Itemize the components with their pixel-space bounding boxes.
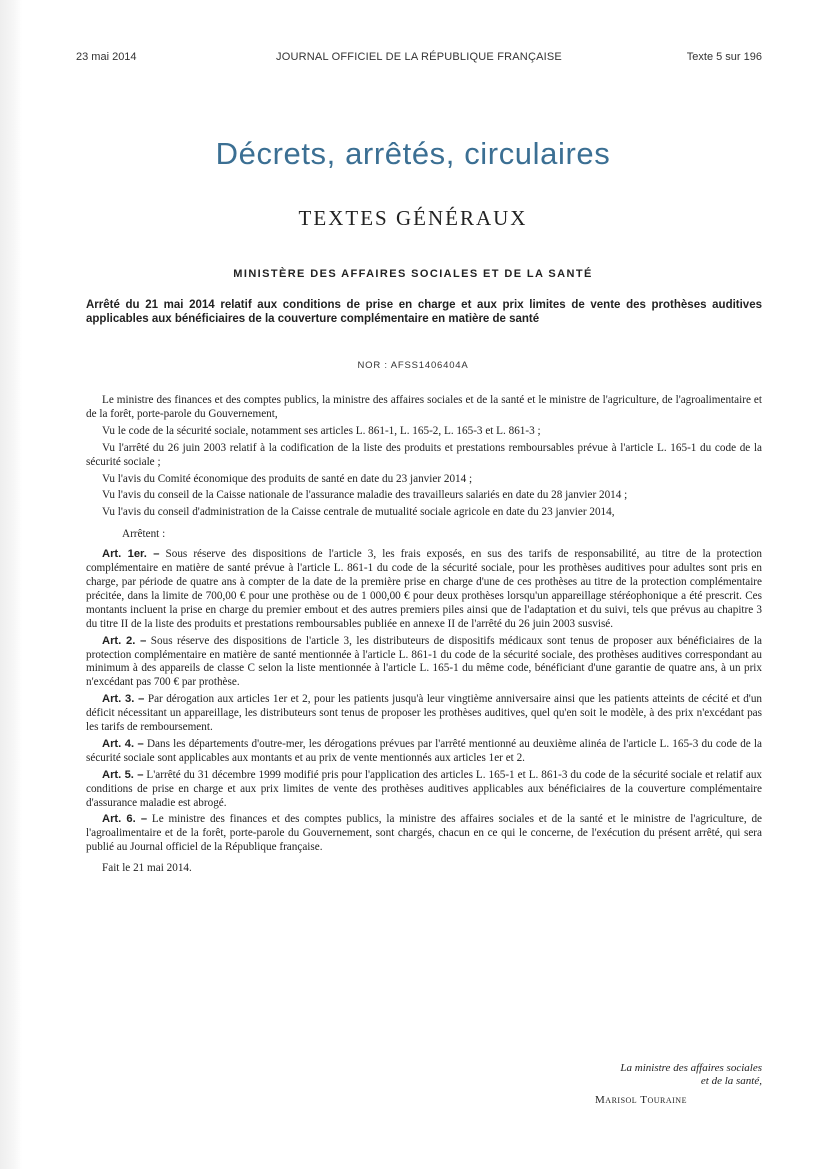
article-label: Art. 4. – (102, 737, 144, 750)
section-title: Décrets, arrêtés, circulaires (215, 136, 611, 171)
publication-date: 23 mai 2014 (76, 51, 137, 63)
ministry-heading: MINISTÈRE DES AFFAIRES SOCIALES ET DE LA SANTÉ (233, 268, 593, 280)
preamble-paragraph: Vu le code de la sécurité sociale, notamment ses articles L. 861-1, L. 165-2, L. 165-3 et L. 861-3 ; (102, 424, 541, 437)
signatory-role-continued: et de la santé, (700, 1075, 762, 1087)
article-2 (86, 635, 762, 691)
article-text: Sous réserve des dispositions de l'article 3, les distributeurs de dispositifs médicaux sont tenus de proposer aux bénéficiaires de la protection complémentaire en matière de santé mentionnée à l'article L. 861-1 du code de la sécurité sociale, des prothèses auditives correspondant au minimum à des appareils de classe C selon la liste mentionnée à l'article L. 165-1 du même code, bénéficiant d'une garantie de quatre ans, à un prix n'excédant pas 700 € par prothèse. (86, 634, 763, 689)
preamble-paragraph: Vu l'avis du conseil de la Caisse nationale de l'assurance maladie des travailleurs salariés en date du 28 janvier 2014 ; (102, 489, 628, 502)
article-text: Le ministre des finances et des comptes publics, la ministre des affaires sociales et de la santé et le ministre de l'agriculture, de l'agroalimentaire et de la forêt, porte-parole du Gouvernement, sont chargés, chacun en ce qui le concerne, de l'exécution du présent arrêté, qui sera publié au Journal officiel de la République française. (86, 813, 763, 854)
decree-title: Arrêté du 21 mai 2014 relatif aux conditions de prise en charge et aux prix limites de vente des prothèses auditives applicables aux bénéficiaires de la couverture complémentaire en matière de santé (86, 299, 762, 325)
signatory-role: La ministre des affaires sociales (620, 1062, 762, 1074)
text-number: Texte 5 sur 196 (686, 51, 762, 63)
page-edge-shadow (0, 0, 22, 1169)
article-label: Art. 2. – (102, 634, 147, 647)
preamble-paragraph: Vu l'avis du conseil d'administration de la Caisse centrale de mutualité sociale agricole en date du 23 janvier 2014, (102, 506, 615, 519)
article-3 (86, 693, 762, 735)
decree-body (86, 394, 762, 879)
preamble-paragraph: Le ministre des finances et des comptes publics, la ministre des affaires sociales et de la santé et le ministre de l'agriculture, de l'agroalimentaire et de la forêt, porte-parole du Gouvernement, (86, 394, 762, 420)
preamble-paragraph: Vu l'arrêté du 26 juin 2003 relatif à la codification de la liste des produits et prestations remboursables prévue à l'article L. 165-1 du code de la sécurité sociale ; (86, 441, 762, 468)
signature-block (520, 1062, 762, 1107)
article-text: L'arrêté du 31 décembre 1999 modifié pris pour l'application des articles L. 165-1 et L. 861-3 du code de la sécurité sociale et relatif aux conditions de prise en charge et aux prix limites de vente des prothèses auditives applicables aux bénéficiaires de la couverture complémentaire d'assurance maladie est abrogé. (86, 768, 763, 809)
sub-title: TEXTES GÉNÉRAUX (298, 206, 528, 230)
nor-reference: NOR : AFSS1406404A (357, 360, 469, 371)
article-text: Sous réserve des dispositions de l'article 3, les frais exposés, en sus des tarifs de responsabilité, au titre de la protection complémentaire en matière de santé prévue à l'article L. 861-1 du code de la sécurité sociale, pour les prothèses auditives pour adultes sont pris en charge, par période de quatre ans à compter de la date de la première prise en charge d'une de ces prothèses au titre de la protection complémentaire précitée, dans la limite de 700,00 € pour une prothèse ou de 1 000,00 € pour deux prothèses lorsqu'un appareillage stéréophonique a été prescrit. Ces montants incluent la prise en charge du premier embout et des autres premiers piles ainsi que de l'adaptation et du suivi, tels que prévus au chapitre 3 du titre II de la liste des produits et prestations remboursables publiée en annexe II de l'arrêté du 26 juin 2003 susvisé. (86, 548, 763, 630)
article-1 (86, 548, 762, 631)
running-header (76, 51, 762, 67)
article-6 (86, 813, 762, 855)
article-text: Dans les départements d'outre-mer, les dérogations prévues par l'arrêté mentionné au deuxième alinéa de l'article L. 165-3 du code de la sécurité sociale sont applicables aux montants et au prix de vente mentionnés aux articles 1er et 2. (86, 737, 762, 764)
article-5 (86, 769, 762, 811)
article-label: Art. 5. – (102, 768, 144, 781)
article-4 (86, 738, 762, 766)
fait-le-date: Fait le 21 mai 2014. (102, 862, 192, 875)
signatory-name: Marisol Touraine (595, 1094, 687, 1106)
article-label: Art. 3. – (102, 693, 145, 706)
arretent-heading: Arrêtent : (122, 528, 166, 541)
article-label: Art. 1er. – (102, 548, 160, 561)
journal-name: JOURNAL OFFICIEL DE LA RÉPUBLIQUE FRANÇAISE (276, 51, 562, 63)
preamble-paragraph: Vu l'avis du Comité économique des produits de santé en date du 23 janvier 2014 ; (102, 472, 473, 485)
article-text: Par dérogation aux articles 1er et 2, pour les patients jusqu'à leur vingtième anniversaire ainsi que les patients atteints de cécité et d'un déficit nécessitant un appareillage, les distributeurs sont tenus de proposer les prothèses auditives, quel qu'en soit le modèle, à des prix n'excédant pas les tarifs de remboursement. (86, 693, 763, 734)
article-label: Art. 6. – (102, 813, 148, 826)
